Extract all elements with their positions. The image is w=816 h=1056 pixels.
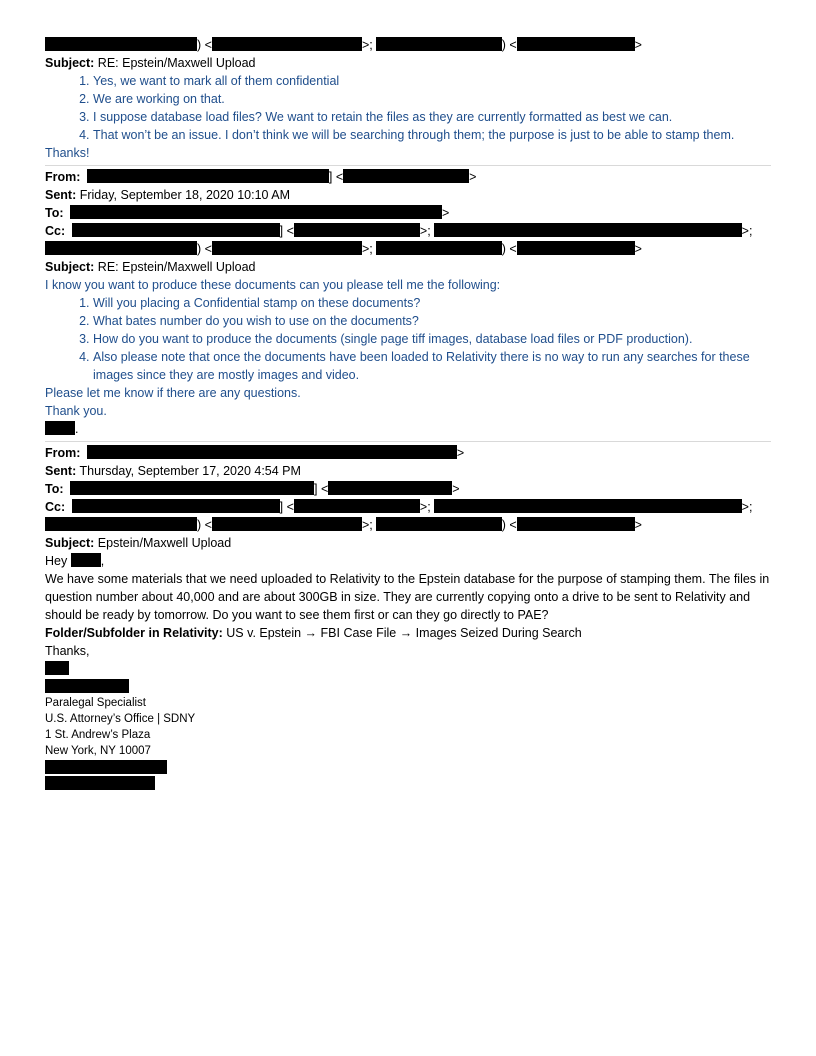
redaction (434, 499, 742, 513)
redaction (45, 517, 197, 531)
redaction (212, 517, 362, 531)
greeting-text: Hey (45, 554, 68, 568)
redaction (212, 37, 362, 51)
subject-label: Subject: (45, 260, 95, 274)
redaction (45, 37, 197, 51)
greeting-line (45, 552, 771, 570)
list-item: 1. Will you placing a Confidential stamp on these documents? (93, 294, 771, 312)
from-line (45, 444, 771, 462)
divider (45, 441, 771, 442)
intro-text: I know you want to produce these documents can you please tell me the following: (45, 278, 501, 292)
punct: ) < (197, 518, 212, 532)
punct: > (442, 206, 450, 220)
punct: >; (741, 224, 753, 238)
redaction (72, 223, 280, 237)
sent-line (45, 186, 771, 204)
redaction (212, 241, 362, 255)
redaction (294, 223, 420, 237)
punct: > (634, 242, 642, 256)
signature-title: Paralegal Specialist (45, 697, 147, 709)
to-label: To: (45, 206, 64, 220)
sent-date: Thursday, September 17, 2020 4:54 PM (79, 464, 301, 478)
list-item: 2. What bates number do you wish to use on the documents? (93, 312, 771, 330)
list-item: 2. We are working on that. (93, 90, 771, 108)
closing: Thanks, (45, 644, 90, 658)
redaction (45, 679, 129, 693)
list-item: 1. Yes, we want to mark all of them confidential (93, 72, 771, 90)
redaction (45, 661, 69, 675)
redaction (70, 205, 442, 219)
punct: ) < (501, 518, 517, 532)
redaction (343, 169, 469, 183)
punct: ] < (314, 482, 329, 496)
redaction (376, 241, 502, 255)
sent-label: Sent: (45, 464, 77, 478)
punct: > (469, 170, 477, 184)
sent-date: Friday, September 18, 2020 10:10 AM (79, 188, 291, 202)
email-thread (45, 36, 771, 792)
reply-list (45, 72, 771, 144)
redaction (376, 517, 502, 531)
signature-office: U.S. Attorney’s Office | SDNY (45, 713, 196, 725)
punct: ) < (197, 38, 212, 52)
punct: >; (361, 38, 373, 52)
subject-label: Subject: (45, 56, 95, 70)
punct: ) < (501, 242, 517, 256)
redaction (70, 481, 314, 495)
question-text: Please let me know if there are any questions. (45, 386, 301, 400)
redaction (376, 37, 502, 51)
list-item: 4. Also please note that once the documents have been loaded to Relativity there is no way to run any searches for these images since they are mostly images and video. (93, 348, 771, 384)
subject-text: Epstein/Maxwell Upload (97, 536, 232, 550)
signature-line (45, 420, 771, 438)
signature-address-line2: New York, NY 10007 (45, 745, 151, 757)
cc-label: Cc: (45, 224, 66, 238)
cc-label: Cc: (45, 500, 66, 514)
punct: ] < (328, 170, 344, 184)
closing: Thanks! (45, 146, 90, 160)
to-line (45, 204, 771, 222)
redaction (517, 37, 635, 51)
signature-block (45, 661, 771, 792)
to-line (45, 480, 771, 498)
redaction (45, 241, 197, 255)
question-list (45, 294, 771, 384)
redaction (434, 223, 742, 237)
redaction (45, 776, 155, 790)
list-item: 3. How do you want to produce the documents (single page tiff images, database load files or PDF production). (93, 330, 771, 348)
redaction (328, 481, 452, 495)
punct: > (456, 446, 465, 460)
punct: >; (361, 518, 373, 532)
punct: > (452, 482, 460, 496)
body-paragraph: We have some materials that we need uploaded to Relativity to the Epstein database for the purpose of stamping them. The files in question number about 40,000 and are about 300GB in size. They are currently copying onto a drive to be sent to Relativity and should be ready by tomorrow. Do you want to see them first or can they go directly to PAE? (45, 572, 770, 622)
punct: ] < (279, 500, 294, 514)
subject-line (45, 258, 771, 276)
folder-line (45, 624, 771, 642)
sent-line (45, 462, 771, 480)
cc-line (45, 222, 771, 240)
sent-label: Sent: (45, 188, 77, 202)
signature-address-line1: 1 St. Andrew’s Plaza (45, 729, 151, 741)
list-item: 3. I suppose database load files? We want to retain the files as they are currently formatted as best we can. (93, 108, 771, 126)
cc-continuation-line (45, 516, 771, 534)
punct: , (100, 554, 105, 568)
redaction (87, 169, 329, 183)
subject-line (45, 534, 771, 552)
redaction (517, 241, 635, 255)
subject-line (45, 54, 771, 72)
subject-text: RE: Epstein/Maxwell Upload (97, 56, 256, 70)
punct: ) < (501, 38, 517, 52)
cc-continuation-line (45, 36, 771, 54)
divider (45, 165, 771, 166)
from-label: From: (45, 446, 81, 460)
from-label: From: (45, 170, 81, 184)
list-item: 4. That won’t be an issue. I don’t think we will be searching through them; the purpose is just to be able to stamp them. (93, 126, 771, 144)
folder-label: Folder/Subfolder in Relativity: (45, 626, 223, 640)
punct: >; (419, 224, 431, 238)
subject-label: Subject: (45, 536, 95, 550)
redaction (72, 499, 280, 513)
punct: ] < (279, 224, 294, 238)
redaction (517, 517, 635, 531)
to-label: To: (45, 482, 64, 496)
punct: . (75, 422, 79, 436)
cc-line (45, 498, 771, 516)
thanks-text: Thank you. (45, 404, 107, 418)
redaction (294, 499, 420, 513)
subject-text: RE: Epstein/Maxwell Upload (97, 260, 256, 274)
cc-continuation-line (45, 240, 771, 258)
redaction (45, 760, 167, 774)
redaction (45, 421, 75, 435)
punct: >; (741, 500, 753, 514)
punct: > (634, 38, 642, 52)
punct: >; (419, 500, 431, 514)
folder-path: US v. Epstein → FBI Case File → Images Seized During Search (226, 626, 582, 640)
redaction (71, 553, 101, 567)
punct: >; (361, 242, 373, 256)
from-line (45, 168, 771, 186)
punct: > (634, 518, 642, 532)
redaction (87, 445, 457, 459)
punct: ) < (197, 242, 212, 256)
